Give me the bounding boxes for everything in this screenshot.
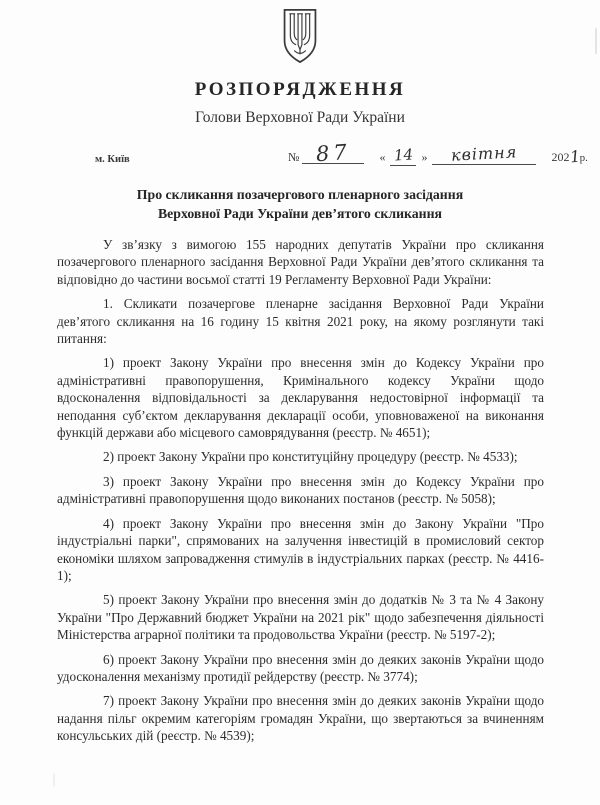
subject-line-1: Про скликання позачергового пленарного засідання — [136, 187, 464, 202]
number-blank — [302, 139, 364, 167]
number-date-line — [288, 139, 588, 167]
quote-open: « — [379, 150, 386, 164]
month-value-handwritten: квітня — [450, 142, 519, 165]
year-suffix: р. — [579, 152, 588, 164]
number-label: № — [288, 150, 300, 164]
ukraine-trident-emblem-icon — [278, 8, 322, 64]
year-printed: 202 — [551, 150, 570, 164]
paragraph-agenda-2: 2) проект Закону України про конституційну процедуру (реєстр. № 4533); — [103, 449, 518, 465]
document-body — [57, 236, 544, 752]
paragraph-agenda-3: 3) проект Закону України про внесення змін до Кодексу України про адміністративні правопорушення щодо виконаних постанов (реєстр. № 5058); — [57, 473, 544, 507]
paragraph-item-1: 1. Скликати позачергове пленарне засідання Верховної Ради України дев’ятого скликання на 16 годину 15 квітня 2021 року, на якому розглянути такі питання: — [57, 296, 544, 347]
paragraph-agenda-4: 4) проект Закону України про внесення змін до Закону України "Про індустріальні парки", спрямованих на залучення інвестицій в промисловий сектор економіки шляхом запровадження стимулів в індустріальних парках (реєстр. № 4416-1); — [57, 515, 544, 583]
number-value-handwritten: 87 — [315, 139, 352, 167]
scan-artifact — [53, 773, 55, 787]
document-title: РОЗПОРЯДЖЕННЯ — [194, 79, 406, 100]
month-blank — [432, 142, 536, 165]
paragraph-intro: У зв’язку з вимогою 155 народних депутатів України про скликання позачергового пленарного засідання Верховної Ради України дев’ятого скликання та відповідно до частини восьмої статті 19 Регламенту Верховної Ради України: — [57, 237, 544, 287]
subject-line-2: Верховної Ради України дев’ятого скликання — [157, 205, 443, 221]
paragraph-agenda-1: 1) проект Закону України про внесення змін до Кодексу України про адміністративні правопорушення, Кримінального кодексу України щодо вдосконалення відповідальності за декларування недостовірної інформації та неподання суб’єктом декларування декларації особи, уповноваженої на виконання функцій держави або місцевого самоврядування (реєстр. № 4651); — [57, 355, 544, 441]
paragraph-agenda-6: 6) проект Закону України про внесення змін до деяких законів України щодо удосконалення механізму протидії рейдерству (реєстр. № 3774); — [57, 651, 544, 684]
meta-row — [0, 139, 600, 172]
document-subtitle: Голови Верховної Ради України — [195, 109, 405, 126]
year-group — [551, 146, 588, 167]
place-label: м. Київ — [95, 154, 130, 165]
day-blank — [390, 145, 416, 166]
day-value-handwritten: 14 — [393, 145, 414, 165]
year-last-digit-handwritten: 1 — [569, 146, 582, 167]
quote-close: » — [421, 150, 428, 164]
paragraph-agenda-7: 7) проект Закону України про внесення змін до деяких законів України щодо надання пільг окремим категоріям громадян України, що звертаються за вчиненням консульських дій (реєстр. № 4539); — [57, 693, 544, 744]
subject-title — [0, 186, 600, 223]
scan-artifact — [595, 28, 597, 54]
paragraph-agenda-5: 5) проект Закону України про внесення змін до додатків № 3 та № 4 Закону України "Про Державний бюджет України на 2021 рік" щодо забезпечення діяльності Міністерства аграрної політики та продовольства України (реєстр. № 5197-2); — [57, 592, 544, 643]
